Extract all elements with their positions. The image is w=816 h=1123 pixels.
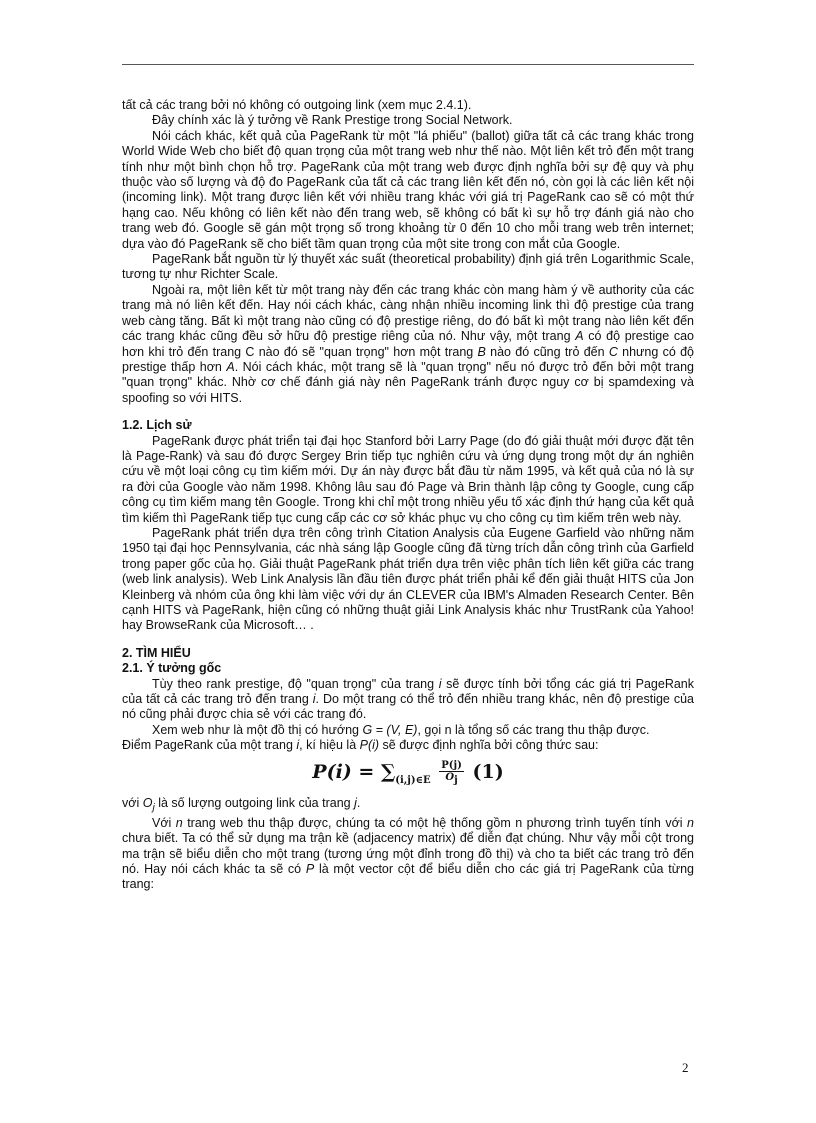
subsection-heading: 2.1. Ý tưởng gốc xyxy=(122,661,222,676)
paragraph: Đây chính xác là ý tưởng về Rank Prestige trong Social Network. xyxy=(152,113,513,128)
section-heading: 1.2. Lịch sử xyxy=(122,418,192,433)
paragraph: Ngoài ra, một liên kết từ một trang này đến các trang khác còn mang hàm ý về authority của các trang mà nó liên kết đến. Hay nói cách khác, càng nhận nhiều incoming link thì độ prestige của trang web càng tăng. Bất kì một trang nào cũng có độ prestige riêng, do đó bất kì một trang nào liên kết đến các trang khác cũng đều sở hữu độ prestige riêng của nó. Như vậy, một trang A có độ prestige cao hơn khi trỏ đến trang C nào đó sẽ "quan trọng" hơn một trang B nào đó cũng trỏ đến C nhưng có độ prestige thấp hơn A. Nói cách khác, một trang sẽ là "quan trọng" nếu nó được trỏ đến bởi một trang "quan trọng" khác. Nhờ cơ chế đánh giá này nên PageRank tránh được nguy cơ bị spamdexing và spoofing so với HITS. xyxy=(122,282,694,405)
pagerank-formula: $P(i) = \sum_{(i,j)\in E}$ $\frac{P(j)}{O_j}$ (1) xyxy=(312,759,504,786)
paragraph: Nói cách khác, kết quả của PageRank từ một "lá phiếu" (ballot) giữa tất cả các trang khác trong World Wide Web cho biết độ quan trọng của một trang web như thế nào. Một liên kết trỏ đến một trang tính như một bình chọn hỗ trợ. PageRank của một trang web được định nghĩa bởi sự đệ quy và phụ thuộc vào số lượng và độ đo PageRank của tất cả các trang liên kết đến nó, còn gọi là các liên kết nội (incoming link). Một trang được liên kết với nhiều trang khác với giá trị PageRank cao sẽ có một thứ hạng cao. Nếu không có liên kết nào đến trang web, sẽ không có bất kì sự hỗ trợ đánh giá nào cho trang web đó. Google sẽ gán một trọng số trong khoảng từ 0 đến 10 cho mỗi trang web trên internet; dựa vào đó PageRank sẽ cho biết tầm quan trọng của một site trong con mắt của Google. xyxy=(122,128,694,251)
paragraph: Với n trang web thu thập được, chúng ta có một hệ thống gồm n phương trình tuyến tính với n chưa biết. Ta có thể sử dụng ma trận kề (adjacency matrix) để diễn đạt chúng. Như vậy mỗi cột trong ma trận sẽ biểu diễn cho một trang (tương ứng một đỉnh trong đồ thị) và cho ta biết các trang trỏ đến nó. Hay nói cách khác ta sẽ có P là một vector cột để biểu diễn cho các giá trị PageRank của từng trang: xyxy=(122,815,694,892)
paragraph: PageRank phát triển dựa trên công trình Citation Analysis của Eugene Garfield vào những năm 1950 tại đại học Pennsylvania, các nhà sáng lập Google cũng đã từng trích dẫn công trình của Garfield trong paper gốc của họ. Giải thuật PageRank phát triển dựa trên việc phân tích liên kết giữa các trang (web link analysis). Web Link Analysis lần đầu tiên được phát triển phải kể đến giải thuật HITS của Jon Kleinberg và nhóm của ông khi làm việc với dự án CLEVER của IBM's Almaden Research Center. Bên cạnh HITS và PageRank, hiện cũng có những thuật giải Link Analysis khác như TrustRank của Yahoo! hay BrowseRank của Microsoft… . xyxy=(122,525,694,633)
formula-fraction: $\frac{P(j)}{O_j}$ xyxy=(441,759,462,786)
section-heading: 2. TÌM HIỂU xyxy=(122,645,191,660)
paragraph: PageRank được phát triển tại đại học Stanford bởi Larry Page (do đó giải thuật mới được đặt tên là Page-Rank) và sau đó được Sergey Brin tiếp tục nghiên cứu và ứng dụng trong một dự án nghiên cứu về một loại công cụ tìm kiếm mới. Dự án này được bắt đầu từ năm 1995, và kết quả của nó là sự ra đời của Google vào năm 1998. Không lâu sau đó Page và Brin thành lập công ty Google, cung cấp công cụ tìm kiếm mang tên Google. Trong khi chỉ một trong nhiều yếu tố xác định thứ hạng của kết quả tìm kiếm thì PageRank tiếp tục cung cấp các cơ sở khác phục vụ cho công cụ tìm kiếm trên web này. xyxy=(122,433,694,525)
paragraph: PageRank bắt nguồn từ lý thuyết xác suất (theoretical probability) định giá trên Logarithmic Scale, tương tự như Richter Scale. xyxy=(122,252,694,282)
paragraph: Xem web như là một đồ thị có hướng G = (V, E), gọi n là tổng số các trang thu thập được. xyxy=(152,722,650,737)
paragraph: Điểm PageRank của một trang i, kí hiệu là P(i) sẽ được định nghĩa bởi công thức sau: xyxy=(122,738,599,753)
document-body xyxy=(122,98,694,893)
paragraph: Tùy theo rank prestige, độ "quan trọng" của trang i sẽ được tính bởi tổng các giá trị PageRank của tất cả các trang trỏ đến trang i. Do một trang có thể trỏ đến nhiều trang khác, nên độ prestige của nó cũng phải được chia sẻ với các trang đó. xyxy=(122,676,694,722)
page-number: 2 xyxy=(682,1060,689,1075)
paragraph: tất cả các trang bởi nó không có outgoing link (xem mục 2.4.1). xyxy=(122,98,472,112)
paragraph: với $O_j$ là số lượng outgoing link của trang j. xyxy=(122,795,361,814)
header-rule xyxy=(122,64,694,65)
